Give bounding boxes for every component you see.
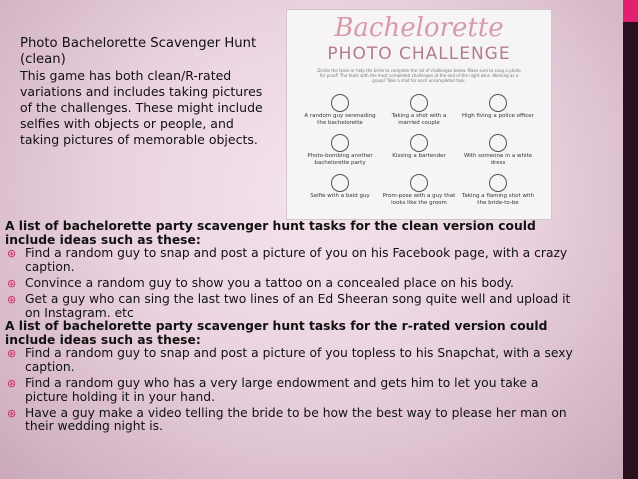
bullet-icon: ⊛ xyxy=(7,377,17,391)
challenge-item xyxy=(380,134,458,160)
rrated-section-heading: A list of bachelorette party scavenger hunt tasks for the r-rated version could include ideas such as these: xyxy=(5,319,548,347)
stripe-accent xyxy=(623,0,638,22)
bullet-item xyxy=(5,347,585,374)
challenge-item xyxy=(459,94,537,120)
flaming-shot-icon xyxy=(489,174,507,192)
kiss-icon xyxy=(410,134,428,152)
challenge-caption: High fiving a police officer xyxy=(462,113,534,119)
high-five-icon xyxy=(489,94,507,112)
photo-challenge-image[interactable] xyxy=(286,9,552,220)
bald-guy-icon xyxy=(331,174,349,192)
challenge-caption: Kissing a bartender xyxy=(392,153,446,159)
bullet-text: Have a guy make a video telling the bride to be how the best way to please her man on their wedding night is. xyxy=(25,405,567,434)
challenge-caption: Prom-pose with a guy that looks like the groom xyxy=(382,193,456,206)
challenge-caption: Taking a shot with a married couple xyxy=(391,113,447,126)
groom-icon xyxy=(410,174,428,192)
intro-description: This game has both clean/R-rated variations and includes taking pictures of the challenges. These might include selfies with objects or people, and taking pictures of memorable objects. xyxy=(20,68,263,147)
bullet-icon: ⊛ xyxy=(7,406,17,420)
challenge-caption: Photo-bombing another bachelorette party xyxy=(307,153,373,166)
bullet-text: Convince a random guy to show you a tattoo on a concealed place on his body. xyxy=(25,275,514,290)
challenge-caption: A random guy serenading the bachelorette xyxy=(304,113,376,126)
bullet-item xyxy=(5,277,585,291)
challenge-caption: With someone in a white dress xyxy=(463,153,533,166)
challenge-item xyxy=(301,94,379,126)
dress-icon xyxy=(489,134,507,152)
bullet-item xyxy=(5,247,585,274)
challenge-item xyxy=(459,134,537,166)
guy-icon xyxy=(331,94,349,112)
bullet-icon: ⊛ xyxy=(7,276,17,290)
poster-title-block: PHOTO CHALLENGE xyxy=(327,44,511,64)
bullet-text: Find a random guy who has a very large endowment and gets him to let you take a picture holding it in your hand. xyxy=(25,376,539,404)
challenge-caption: Taking a flaming shot with the bride-to-be xyxy=(461,193,535,206)
challenge-item xyxy=(301,134,379,166)
challenge-item xyxy=(459,174,537,206)
bullet-icon: ⊛ xyxy=(7,347,17,361)
right-decorative-stripe xyxy=(623,0,638,479)
bullet-item xyxy=(5,293,585,320)
challenge-caption: Selfie with a bald guy xyxy=(310,193,370,199)
clean-section-heading: A list of bachelorette party scavenger hunt tasks for the clean version could include ideas such as these: xyxy=(5,219,536,247)
bullet-item xyxy=(5,377,585,404)
poster-intro-text: Divide the team or help the bride to complete the list of challenges below. Make sure to snap a photo for proof! The team with the most completed challenges at the end of the night wins. Working as a group? Take a shot for each uncompleted task. xyxy=(317,68,521,83)
bullet-item xyxy=(5,407,585,434)
bullet-text: Find a random guy to snap and post a picture of you topless to his Snapchat, with a sexy caption. xyxy=(25,346,573,374)
bullet-icon: ⊛ xyxy=(7,247,17,261)
challenge-item xyxy=(380,94,458,126)
camera-icon xyxy=(331,134,349,152)
challenge-item xyxy=(301,174,379,200)
shot-glass-icon xyxy=(410,94,428,112)
bullet-text: Find a random guy to snap and post a picture of you on his Facebook page, with a crazy caption. xyxy=(25,246,568,274)
challenge-item xyxy=(380,174,458,206)
bullet-icon: ⊛ xyxy=(7,292,17,306)
poster-title-script: Bachelorette xyxy=(334,13,504,43)
bullet-text: Get a guy who can sing the last two lines of an Ed Sheeran song quite well and upload it on Instagram. etc xyxy=(25,291,571,320)
main-content-textbox[interactable] xyxy=(5,220,585,434)
intro-textbox[interactable] xyxy=(20,36,268,148)
intro-title: Photo Bachelorette Scavenger Hunt (clean) xyxy=(20,36,257,67)
